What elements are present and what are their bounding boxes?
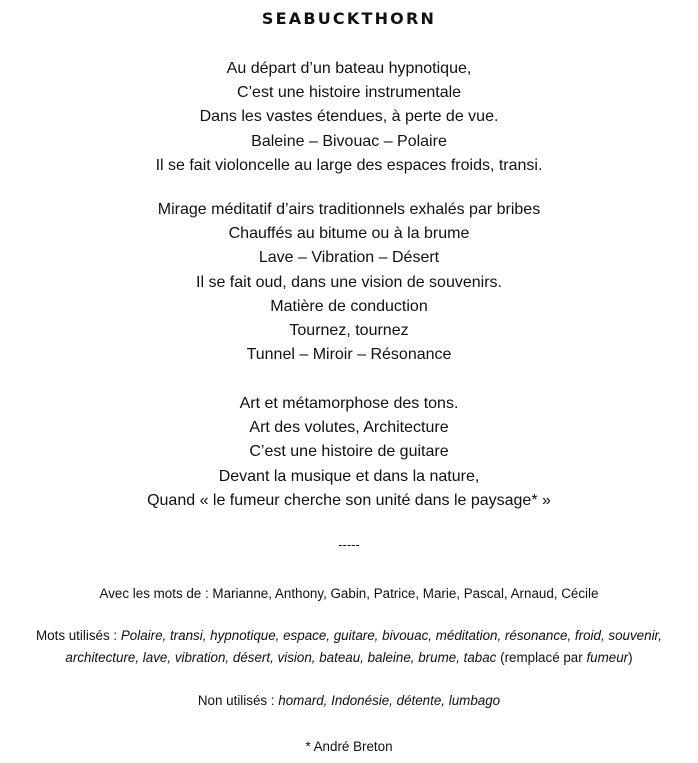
used-words-note (8, 625, 690, 668)
stanza-3 (0, 392, 698, 513)
contributors-line: Avec les mots de : Marianne, Anthony, Gabin, Patrice, Marie, Pascal, Arnaud, Cécile (99, 586, 599, 601)
replacement-note-prefix: (remplacé par (496, 649, 587, 665)
unused-words-prefix: Non utilisés : (197, 693, 279, 708)
verse-line: Quand « le fumeur cherche son unité dans le paysage* » (147, 491, 551, 509)
unused-words-note (8, 690, 690, 712)
verse-line: Devant la musique et dans la nature, (218, 467, 480, 485)
verse-line: C’est une histoire instrumentale (236, 84, 462, 102)
verse-line: Au départ d’un bateau hypnotique, (226, 60, 472, 77)
verse-line: Il se fait oud, dans une vision de souvenirs. (196, 273, 502, 291)
verse-line: Dans les vastes étendues, à perte de vue. (199, 108, 499, 126)
replacement-word: fumeur (586, 649, 629, 665)
verse-line: C’est une histoire de guitare (249, 443, 449, 461)
verse-line: Art des volutes, Architecture (249, 419, 449, 437)
verse-line: Il se fait violoncelle au large des espaces froids, transi. (155, 156, 543, 174)
verse-line: Tunnel – Miroir – Résonance (246, 346, 452, 364)
unused-words-list: homard, Indonésie, détente, lumbago (278, 693, 501, 708)
verse-line: Chauffés au bitume ou à la brume (228, 225, 470, 243)
poem-title: SEABUCKTHORN (261, 9, 437, 28)
verse-line: Matière de conduction (270, 297, 428, 315)
used-words-list: Polaire, transi, hypnotique, espace, guitare, bivouac, méditation, résonance, froid, souvenir, architecture, lave, vibration, désert, vision, bateau, baleine, brume, tabac (65, 628, 662, 665)
stanza-1 (0, 57, 698, 178)
verse-line: Tournez, tournez (289, 322, 409, 340)
quote-credit: * André Breton (305, 739, 393, 754)
verse-line: Art et métamorphose des tons. (239, 395, 459, 412)
replacement-note-suffix: ) (628, 649, 633, 665)
section-separator: ----- (338, 537, 360, 552)
verse-line: Mirage méditatif d’airs traditionnels exhalés par bribes (157, 201, 541, 218)
stanza-2 (0, 198, 698, 367)
used-words-prefix: Mots utilisés : (36, 628, 121, 643)
verse-line: Lave – Vibration – Désert (258, 249, 440, 267)
verse-line: Baleine – Bivouac – Polaire (251, 132, 447, 150)
